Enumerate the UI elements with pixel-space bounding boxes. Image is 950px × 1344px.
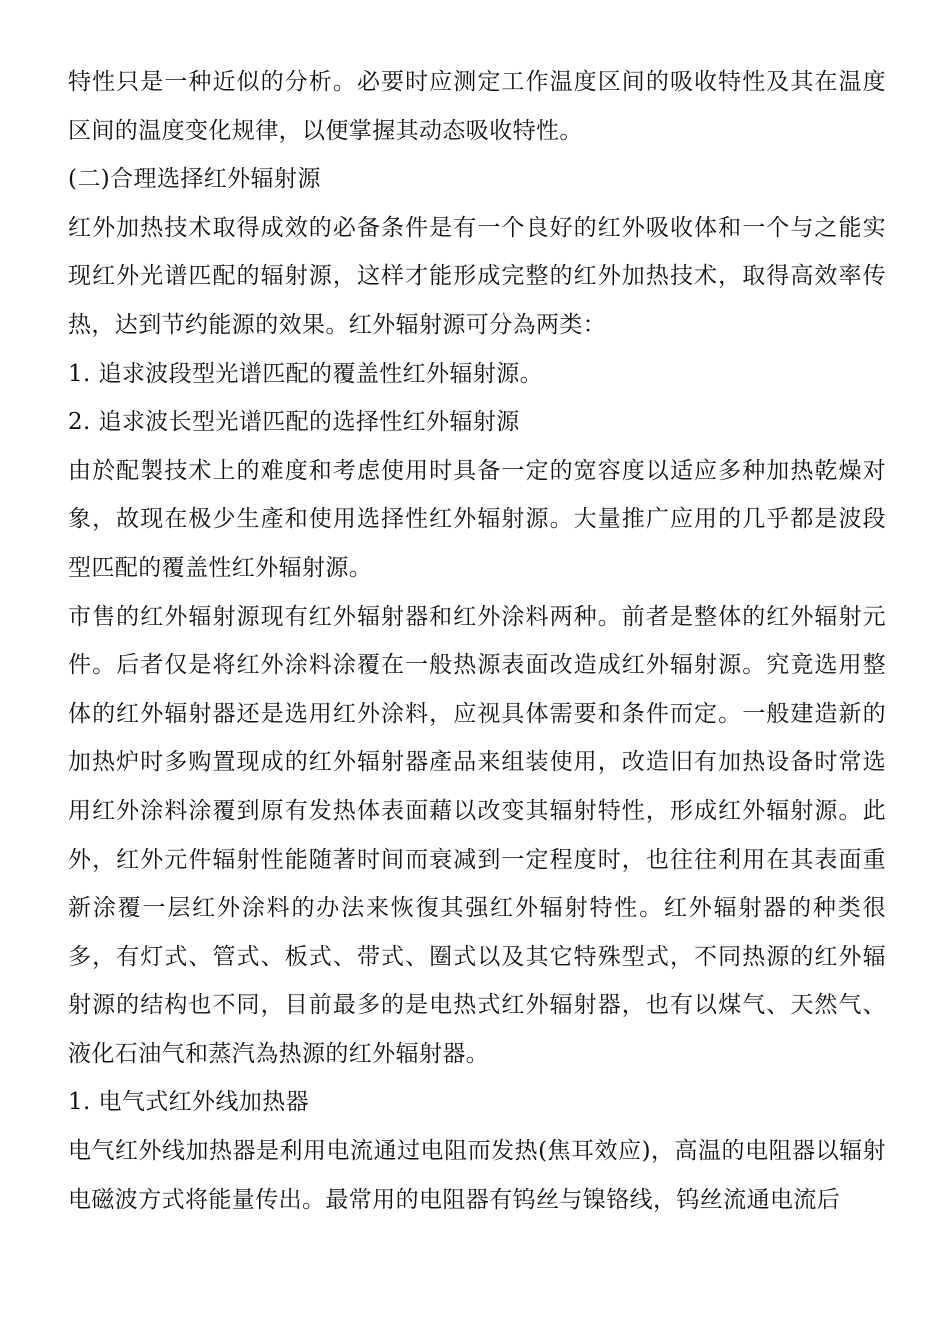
paragraph-selective-source-rarity: 由於配製技术上的难度和考虑使用时具备一定的宽容度以适应多种加热乾燥对象，故现在极少生產和使用选择性红外辐射源。大量推广应用的几乎都是波段型匹配的覆盖性红外辐射源。 bbox=[68, 457, 886, 581]
paragraph-electric-heater-description: 电气红外线加热器是利用电流通过电阻而发热(焦耳效应)，高温的电阻器以辐射电磁波方式将能量传出。最常用的电阻器有钨丝与镍铬线，钨丝流通电流后 bbox=[68, 1138, 886, 1213]
section-heading-radiation-source: (二)合理选择红外辐射源 bbox=[68, 166, 321, 193]
paragraph-absorption-analysis: 特性只是一种近似的分析。必要时应测定工作温度区间的吸收特性及其在温度区间的温度变化规律，以便掌握其动态吸收特性。 bbox=[68, 69, 886, 144]
list-item-band-matching: 1. 追求波段型光谱匹配的覆盖性红外辐射源。 bbox=[68, 360, 544, 387]
list-item-electric-heater: 1. 电气式红外线加热器 bbox=[68, 1089, 310, 1116]
list-item-wavelength-matching: 2. 追求波长型光谱匹配的选择性红外辐射源 bbox=[68, 409, 520, 436]
paragraph-infrared-heating-conditions: 红外加热技术取得成效的必备条件是有一个良好的红外吸收体和一个与之能实现红外光谱匹配的辐射源，这样才能形成完整的红外加热技术，取得高效率传热，达到节约能源的效果。红外辐射源可分為两类： bbox=[68, 214, 886, 338]
document-page bbox=[68, 58, 886, 1224]
paragraph-commercial-sources: 市售的红外辐射源现有红外辐射器和红外涂料两种。前者是整体的红外辐射元件。后者仅是将红外涂料涂覆在一般热源表面改造成红外辐射源。究竟选用整体的红外辐射器还是选用红外涂料，应视具体需要和条件而定。一般建造新的加热炉时多购置现成的红外辐射器產品来组装使用，改造旧有加热设备时常选用红外涂料涂覆到原有发热体表面藉以改变其辐射特性，形成红外辐射源。此外，红外元件辐射性能随著时间而衰减到一定程度时，也往往利用在其表面重新涂覆一层红外涂料的办法来恢復其强红外辐射特性。红外辐射器的种类很多，有灯式、管式、板式、带式、圈式以及其它特殊型式，不同热源的红外辐射源的结构也不同，目前最多的是电热式红外辐射器，也有以煤气、天然气、液化石油气和蒸汽為热源的红外辐射器。 bbox=[68, 603, 886, 1067]
